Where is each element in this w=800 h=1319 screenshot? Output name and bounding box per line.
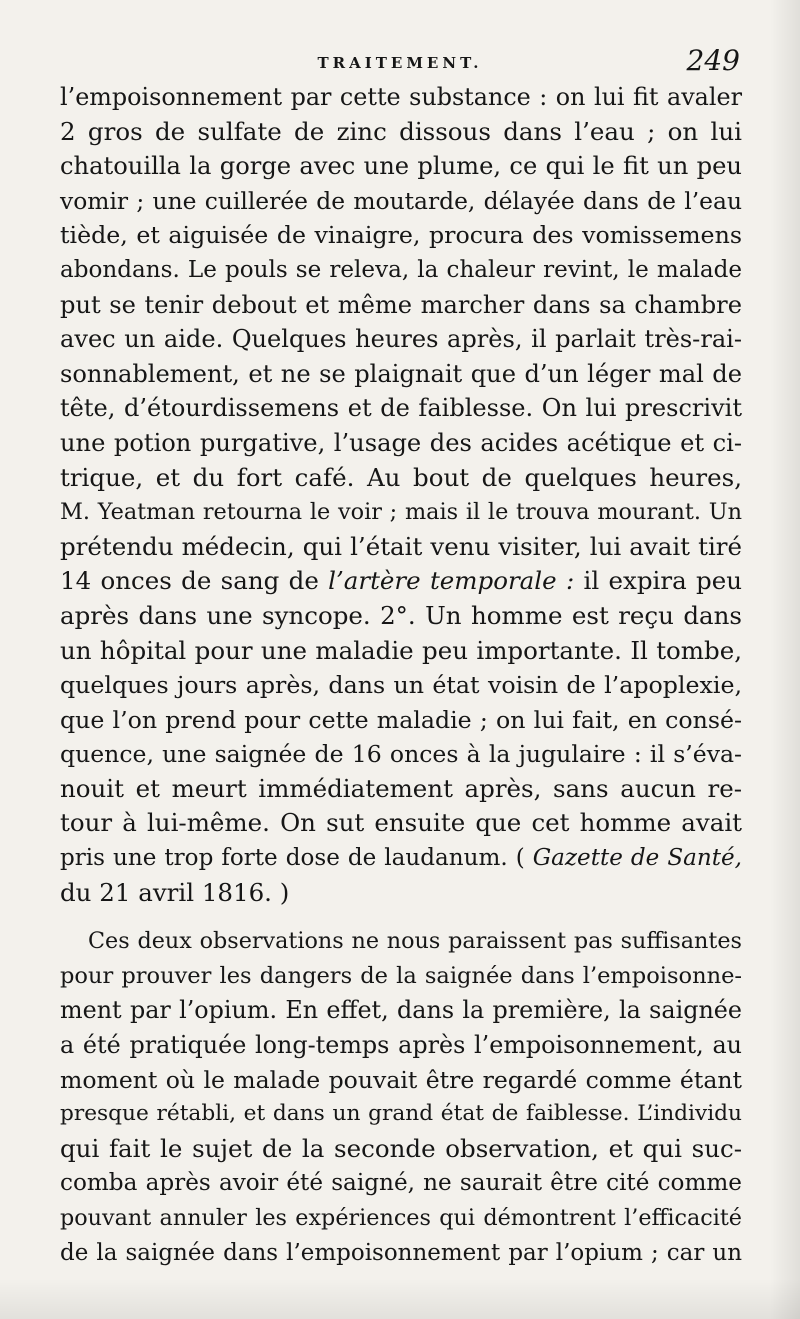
text-segment: 14 onces de sang de [60,566,329,596]
text-line: vomir ; une cuillerée de moutarde, délayée dans de l’eau [60,186,742,215]
text-line: ment par l’opium. En effet, dans la première, la saignée [60,996,742,1025]
text-line: pour prouver les dangers de la saignée dans l’empoisonne- [60,962,742,989]
text-segment: il expira peu [574,566,742,596]
text-line: tour à lui-même. On sut ensuite que cet homme avait [60,808,742,838]
text-line: prétendu médecin, qui l’était venu visiter, lui avait tiré [60,531,742,561]
body-text [60,80,742,1270]
text-line: pouvant annuler les expériences qui démontrent l’efficacité [60,1205,742,1231]
text-line: de la saignée dans l’empoisonnement par l’opium ; car un [60,1239,742,1266]
page-number: 249 [686,44,740,77]
text-line: nouit et meurt immédiatement après, sans aucun re- [60,773,742,803]
text-line: du 21 avril 1816. ) [60,877,290,907]
page-header [60,44,740,80]
text-line [60,841,742,876]
text-segment: pris une trop forte dose de laudanum. ( [60,845,533,872]
italic-source: Gazette de Santé, [532,845,742,872]
text-line: quelques jours après, dans un état voisin de l’apoplexie, [60,671,742,700]
text-line: que l’on prend pour cette maladie ; on lui fait, en consé- [60,705,742,734]
text-line: quence, une saignée de 16 onces à la jugulaire : il s’éva- [60,740,742,769]
text-line: une potion purgative, l’usage des acides acétique et ci- [60,428,742,457]
text-line: après dans une syncope. 2°. Un homme est reçu dans [60,600,742,630]
text-line: trique, et du fort café. Au bout de quelques heures, [60,462,742,492]
text-line: presque rétabli, et dans un grand état de faiblesse. L’individu [60,1101,742,1127]
paragraph-1 [60,80,742,910]
text-line: a été pratiquée long-temps après l’empoisonnement, au [60,1031,742,1060]
text-line: tiède, et aiguisée de vinaigre, procura des vomissemens [60,221,742,250]
page-edge-shadow [770,0,800,1319]
text-line: un hôpital pour une maladie peu importante. Il tombe, [60,635,742,665]
text-line: put se tenir debout et même marcher dans sa chambre [60,290,742,319]
text-line: chatouilla la gorge avec une plume, ce qui le fit un peu [60,152,742,181]
italic-citation: l’artère temporale : [328,566,575,596]
running-head: TRAITEMENT. [317,54,483,72]
text-line: Ces deux observations ne nous paraissent pas suffisantes [88,928,742,955]
text-line: l’empoisonnement par cette substance : on lui fit avaler [60,83,742,111]
text-line: comba après avoir été saigné, ne saurait être cité comme [60,1170,742,1197]
paragraph-2 [60,924,742,1270]
text-line: 2 gros de sulfate de zinc dissous dans l’eau ; on lui [60,116,742,146]
text-line: tête, d’étourdissemens et de faiblesse. On lui prescrivit [60,394,742,423]
text-line: M. Yeatman retourna le voir ; mais il le trouva mourant. Un [60,499,742,526]
text-line: abondans. Le pouls se releva, la chaleur revint, le malade [60,256,742,283]
text-line: sonnablement, et ne se plaignait que d’un léger mal de [60,359,742,388]
page-bottom-shadow [0,1279,800,1319]
text-line: avec un aide. Quelques heures après, il parlait très-rai- [60,325,742,354]
paragraph-gap [60,910,742,924]
text-line: moment où le malade pouvait être regardé comme étant [60,1065,742,1094]
text-line [60,564,742,599]
text-line: qui fait le sujet de la seconde observation, et qui suc- [60,1133,742,1163]
